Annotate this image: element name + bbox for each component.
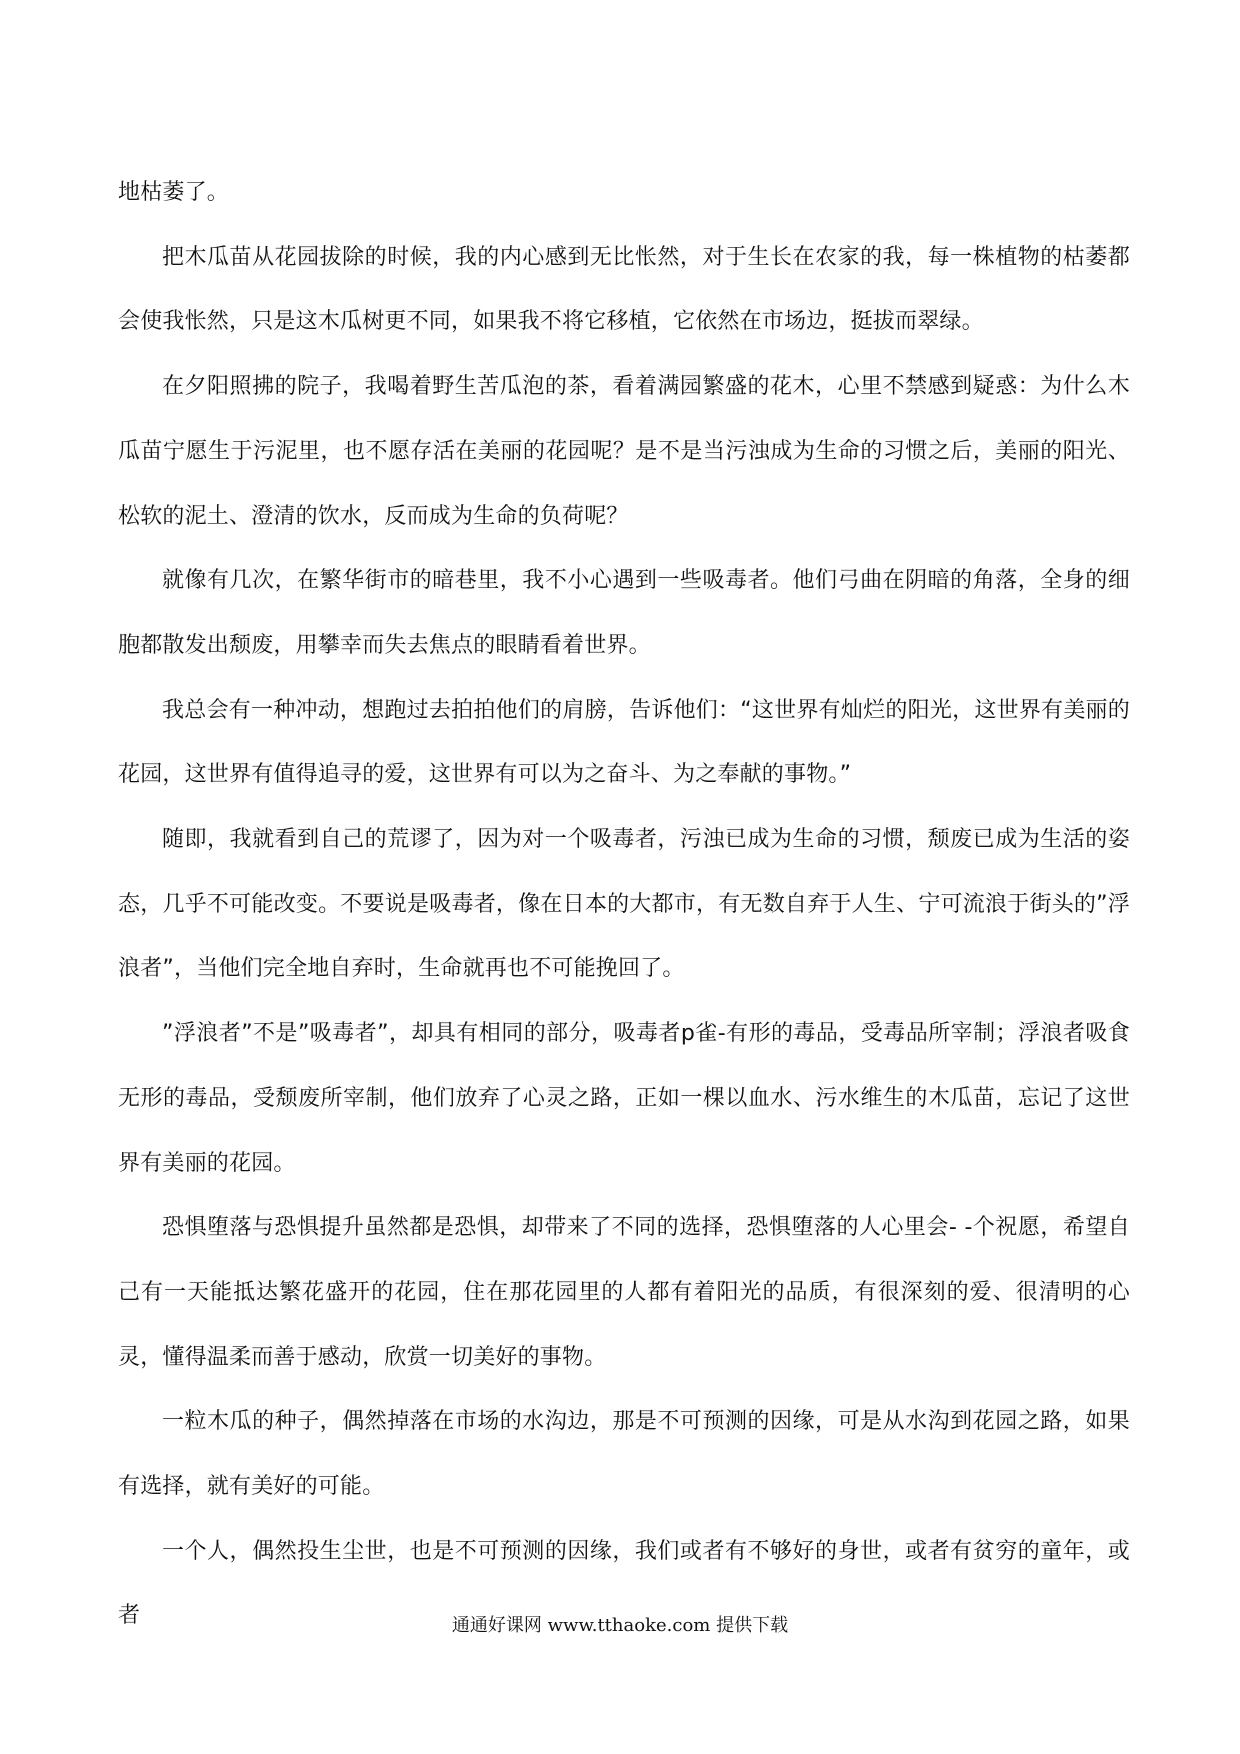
paragraph-2: 把木瓜苗从花园拔除的时候，我的内心感到无比怅然，对于生长在农家的我，每一株植物的枯萎都会使我怅然，只是这木瓜树更不同，如果我不将它移植，它依然在市场边，挺拔而翠绿。 — [118, 244, 1130, 335]
paragraph-8: 恐惧堕落与恐惧提升虽然都是恐惧，却带来了不同的选择，恐惧堕落的人心里会- -个祝愿，希望自己有一天能抵达繁花盛开的花园，住在那花园里的人都有着阳光的品质，有很深刻的爱、很清明的心灵，懂得温柔而善于感动，欣赏一切美好的事物。 — [118, 1215, 1130, 1370]
body-text — [118, 161, 1130, 1649]
page-footer: 通通好课网 www.tthaoke.com 提供下载 — [451, 1615, 789, 1636]
paragraph-5: 我总会有一种冲动，想跑过去拍拍他们的肩膀，告诉他们：“这世界有灿烂的阳光，这世界有美丽的花园，这世界有值得追寻的爱，这世界有可以为之奋斗、为之奉献的事物。” — [118, 697, 1130, 788]
paragraph-4: 就像有几次，在繁华街市的暗巷里，我不小心遇到一些吸毒者。他们弓曲在阴暗的角落，全身的细胞都散发出颓废，用攀幸而失去焦点的眼睛看着世界。 — [118, 568, 1130, 658]
paragraph-9: 一粒木瓜的种子，偶然掉落在市场的水沟边，那是不可预测的因缘，可是从水沟到花园之路，如果有选择，就有美好的可能。 — [118, 1409, 1130, 1500]
paragraph-6: 随即，我就看到自己的荒谬了，因为对一个吸毒者，污浊已成为生命的习惯，颓废已成为生活的姿态，几乎不可能改变。不要说是吸毒者，像在日本的大都市，有无数自弃于人生、宁可流浪于街头的”浮浪者”，当他们完全地自弃时，生命就再也不可能挽回了。 — [118, 827, 1130, 982]
paragraph-1: 地枯萎了。 — [118, 180, 230, 205]
paragraph-7: ”浮浪者”不是”吸毒者”，却具有相同的部分，吸毒者p雀-有形的毒品，受毒品所宰制；浮浪者吸食无形的毒品，受颓废所宰制，他们放弃了心灵之路，正如一棵以血水、污水维生的木瓜苗，忘记了这世界有美丽的花园。 — [118, 1021, 1130, 1176]
paragraph-10: 一个人，偶然投生尘世，也是不可预测的因缘，我们或者有不够好的身世，或者有贫穷的童年，或者 — [118, 1538, 1130, 1629]
paragraph-3: 在夕阳照拂的院子，我喝着野生苦瓜泡的茶，看着满园繁盛的花木，心里不禁感到疑惑：为什么木瓜苗宁愿生于污泥里，也不愿存活在美丽的花园呢？是不是当污浊成为生命的习惯之后，美丽的阳光、松软的泥土、澄清的饮水，反而成为生命的负荷呢？ — [118, 374, 1130, 529]
